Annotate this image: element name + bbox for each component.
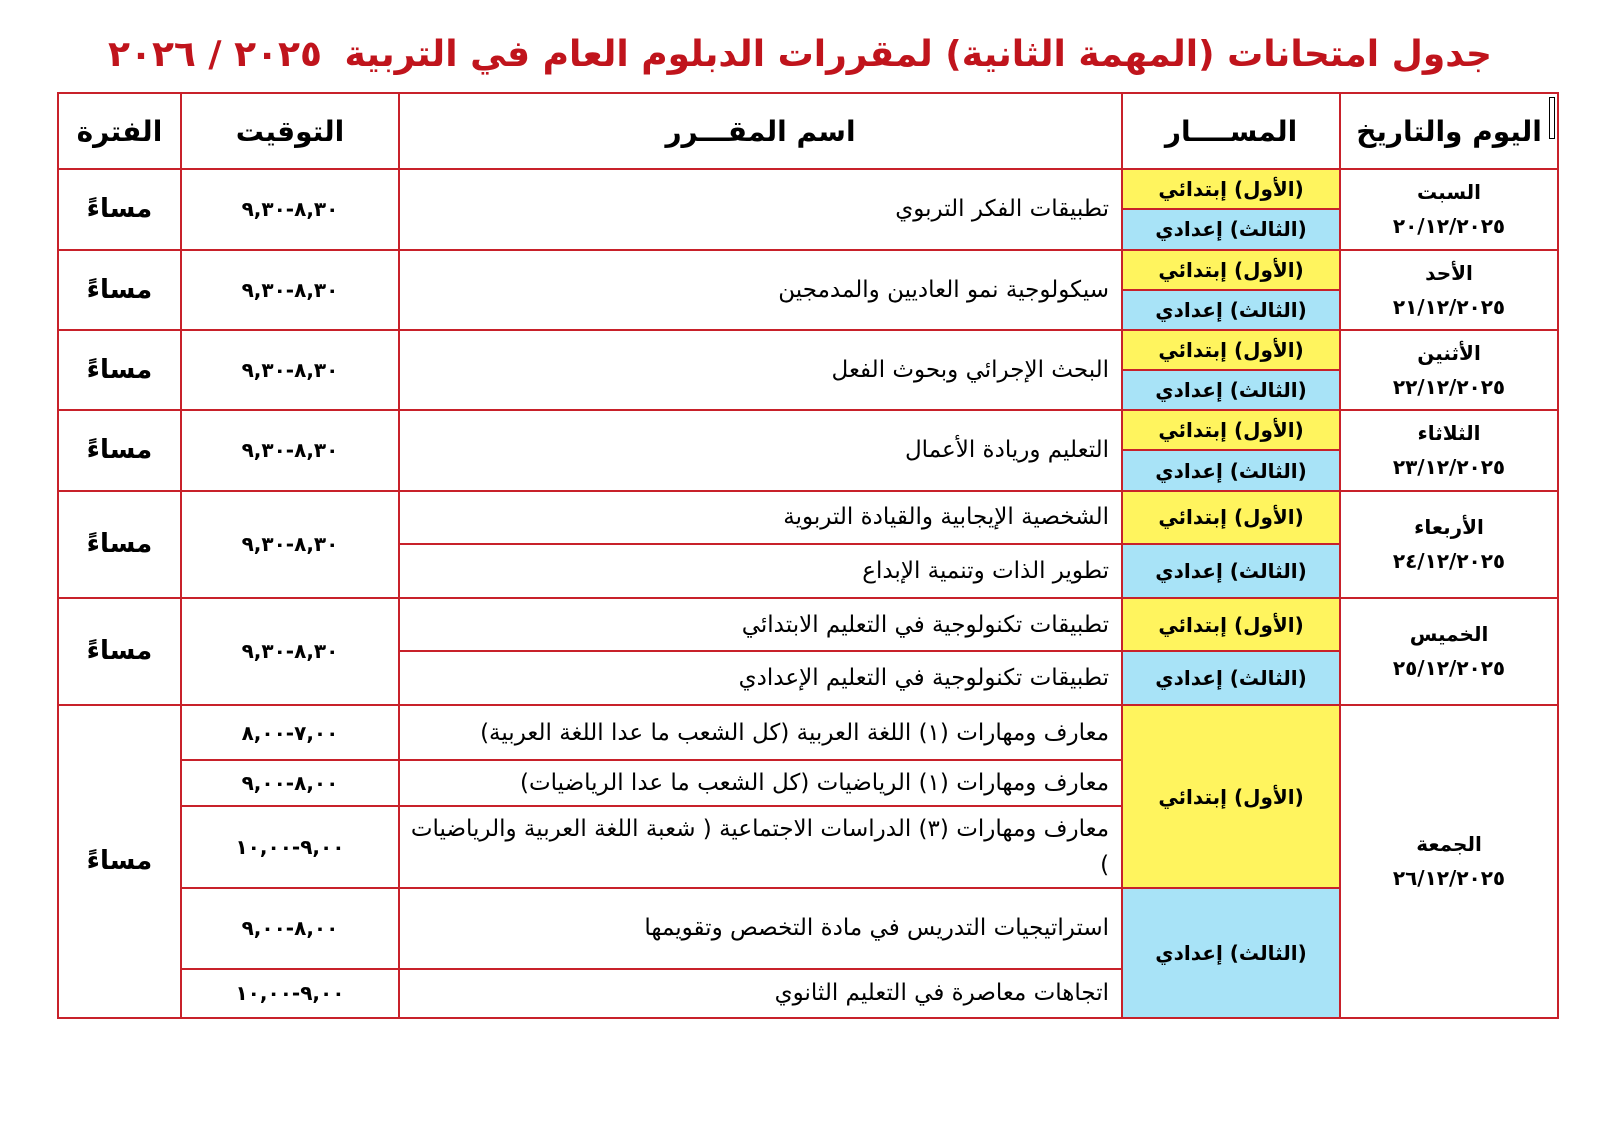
course-name: سيكولوجية نمو العاديين والمدمجين <box>399 250 1122 330</box>
day-date: ٢٠/١٢/٢٠٢٥ <box>1392 214 1506 239</box>
day-name: الثلاثاء <box>1417 421 1481 446</box>
exam-time: ٩,٠٠-١٠,٠٠ <box>181 806 399 888</box>
table-row <box>58 410 1558 450</box>
exam-time: ٨,٠٠-٩,٠٠ <box>181 760 399 805</box>
header-track: المســــار <box>1122 93 1340 169</box>
course-name-prep: تطوير الذات وتنمية الإبداع <box>399 544 1122 598</box>
page-title <box>0 30 1600 80</box>
course-name-primary: الشخصية الإيجابية والقيادة التربوية <box>399 491 1122 545</box>
header-course: اسم المقـــرر <box>399 93 1122 169</box>
course-name-primary: تطبيقات تكنولوجية في التعليم الابتدائي <box>399 598 1122 652</box>
header-period: الفترة <box>58 93 181 169</box>
track-primary: (الأول) إبتدائي <box>1122 410 1340 450</box>
course-name: معارف ومهارات (١) الرياضيات (كل الشعب ما عدا الرياضيات) <box>399 760 1122 805</box>
title-text: جدول امتحانات (المهمة الثانية) لمقررات الدبلوم العام في التربية <box>344 34 1492 75</box>
day-cell <box>1340 330 1558 410</box>
course-name: تطبيقات الفكر التربوي <box>399 169 1122 249</box>
exam-time: ٩,٠٠-١٠,٠٠ <box>181 969 399 1019</box>
day-cell <box>1340 705 1558 1018</box>
exam-time: ٨,٣٠-٩,٣٠ <box>181 410 399 490</box>
exam-period: مساءً <box>58 250 181 330</box>
course-name: استراتيجيات التدريس في مادة التخصص وتقويمها <box>399 888 1122 968</box>
exam-period: مساءً <box>58 169 181 249</box>
table-row <box>58 705 1558 761</box>
track-primary: (الأول) إبتدائي <box>1122 598 1340 652</box>
exam-time: ٨,٣٠-٩,٣٠ <box>181 491 399 598</box>
day-date: ٢٦/١٢/٢٠٢٥ <box>1392 866 1506 891</box>
table-row <box>58 491 1558 545</box>
track-prep: (الثالث) إعدادي <box>1122 370 1340 410</box>
title-year: ٢٠٢٥ / ٢٠٢٦ <box>108 34 322 75</box>
exam-period: مساءً <box>58 491 181 598</box>
day-name: السبت <box>1416 180 1482 205</box>
track-primary: (الأول) إبتدائي <box>1122 491 1340 545</box>
exam-period: مساءً <box>58 410 181 490</box>
track-prep: (الثالث) إعدادي <box>1122 544 1340 598</box>
track-prep: (الثالث) إعدادي <box>1122 888 1340 1018</box>
track-primary: (الأول) إبتدائي <box>1122 705 1340 888</box>
day-cell <box>1340 169 1558 249</box>
exam-time: ٨,٣٠-٩,٣٠ <box>181 169 399 249</box>
course-name: البحث الإجرائي وبحوث الفعل <box>399 330 1122 410</box>
track-prep: (الثالث) إعدادي <box>1122 450 1340 490</box>
exam-time: ٨,٣٠-٩,٣٠ <box>181 250 399 330</box>
day-name: الخميس <box>1409 622 1489 647</box>
header-day-date: اليوم والتاريخ <box>1340 93 1558 169</box>
exam-time: ٧,٠٠-٨,٠٠ <box>181 705 399 761</box>
track-primary: (الأول) إبتدائي <box>1122 169 1340 209</box>
day-cell <box>1340 410 1558 490</box>
track-primary: (الأول) إبتدائي <box>1122 330 1340 370</box>
day-cell <box>1340 250 1558 330</box>
course-name: معارف ومهارات (١) اللغة العربية (كل الشعب ما عدا اللغة العربية) <box>399 705 1122 761</box>
table-row <box>58 250 1558 290</box>
course-name: التعليم وريادة الأعمال <box>399 410 1122 490</box>
day-name: الأربعاء <box>1414 515 1484 540</box>
day-name: الأثنين <box>1417 341 1481 366</box>
day-cell <box>1340 598 1558 705</box>
course-name: معارف ومهارات (٣) الدراسات الاجتماعية ( شعبة اللغة العربية والرياضيات ) <box>399 806 1122 888</box>
course-name-prep: تطبيقات تكنولوجية في التعليم الإعدادي <box>399 651 1122 705</box>
header-row <box>58 93 1558 169</box>
day-name: الأحد <box>1425 260 1473 285</box>
day-name: الجمعة <box>1416 832 1482 857</box>
track-primary: (الأول) إبتدائي <box>1122 250 1340 290</box>
table-row <box>58 888 1558 968</box>
exam-time: ٨,٠٠-٩,٠٠ <box>181 888 399 968</box>
table-row <box>58 598 1558 652</box>
exam-schedule-table <box>57 92 1559 1019</box>
exam-time: ٨,٣٠-٩,٣٠ <box>181 330 399 410</box>
day-cell <box>1340 491 1558 598</box>
exam-period: مساءً <box>58 330 181 410</box>
exam-time: ٨,٣٠-٩,٣٠ <box>181 598 399 705</box>
exam-period: مساءً <box>58 598 181 705</box>
header-time: التوقيت <box>181 93 399 169</box>
course-name: اتجاهات معاصرة في التعليم الثانوي <box>399 969 1122 1019</box>
track-prep: (الثالث) إعدادي <box>1122 651 1340 705</box>
table-row <box>58 169 1558 209</box>
exam-period: مساءً <box>58 705 181 1018</box>
table-row <box>58 330 1558 370</box>
day-date: ٢٣/١٢/٢٠٢٥ <box>1392 455 1506 480</box>
day-date: ٢٢/١٢/٢٠٢٥ <box>1392 375 1506 400</box>
track-prep: (الثالث) إعدادي <box>1122 290 1340 330</box>
track-prep: (الثالث) إعدادي <box>1122 209 1340 249</box>
day-date: ٢٥/١٢/٢٠٢٥ <box>1392 656 1506 681</box>
day-date: ٢٤/١٢/٢٠٢٥ <box>1392 549 1506 574</box>
day-date: ٢١/١٢/٢٠٢٥ <box>1392 294 1506 319</box>
